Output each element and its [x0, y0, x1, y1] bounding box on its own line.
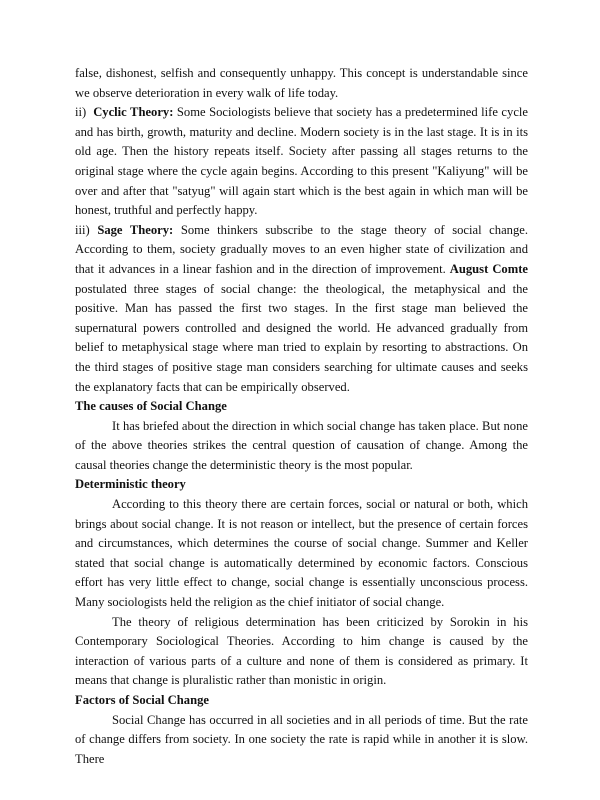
paragraph-sage-theory: [75, 221, 528, 397]
august-comte-name: August Comte: [449, 261, 528, 276]
sage-theory-text-a: Some thinkers subscribe to the stage theory of social change. According to them, society gradually moves to an even higher state of civilization and that it advances in a linear fashion and in the direction of improvement.: [75, 222, 528, 276]
paragraph-cyclic-theory: [75, 103, 528, 221]
paragraph-factors: Social Change has occurred in all societies and in all periods of time. But the rate of change differs from society. In one society the rate is rapid while in another it is slow. There: [75, 712, 528, 766]
heading-factors: Factors of Social Change: [75, 693, 209, 707]
cyclic-theory-title: Cyclic Theory:: [93, 105, 174, 120]
paragraph-intro: false, dishonest, selfish and consequently unhappy. This concept is understandable since we observe deterioration in every walk of life today.: [75, 66, 528, 100]
cyclic-theory-text: Some Sociologists believe that society has a predetermined life cycle and has birth, growth, maturity and decline. Modern society is in the last stage. It is in its old age. Then the history repeats itself. Society after passing all stages returns to the original stage where the cycle again begins. According to this present "Kaliyung" will be over and after that "satyug" will again start which is the best again in which man will be honest, truthful and perfectly happy.: [75, 105, 528, 218]
sage-theory-text-b: postulated three stages of social change: the theological, the metaphysical and the positive. Man has passed the first two stages. In the first stage man believed the supernatural powers controlled and designed the world. He advanced gradually from belief to metaphysical stage where man tried to explain by resorting to abstractions. On the third stages of positive stage man considers searching for ultimate causes and seeks the explanatory facts that can be empirically observed.: [75, 281, 528, 394]
heading-causes: The causes of Social Change: [75, 399, 227, 414]
sage-theory-title: Sage Theory:: [97, 222, 174, 237]
cyclic-number: ii): [75, 105, 87, 120]
paragraph-deterministic-1: According to this theory there are certain forces, social or natural or both, which brings about social change. It is not reason or intellect, but the presence of certain forces and circumstances, which determines the course of social change. Summer and Keller stated that social change is automatically determined by economic factors. Conscious effort has very little effect to change, social change is essentially unconscious process. Many sociologists held the religion as the chief initiator of social change.: [75, 497, 528, 610]
paragraph-causes: It has briefed about the direction in which social change has taken place. But none of the above theories strikes the central question of causation of change. Among the causal theories change the deterministic theory is the most popular.: [75, 418, 528, 472]
sage-number: iii): [75, 222, 90, 237]
paragraph-deterministic-2: The theory of religious determination has been criticized by Sorokin in his Contemporary Sociological Theories. According to him change is caused by the interaction of various parts of a culture and none of them is considered as primary. It means that change is pluralistic rather than monistic in origin.: [75, 614, 528, 688]
heading-deterministic: Deterministic theory: [75, 477, 186, 492]
